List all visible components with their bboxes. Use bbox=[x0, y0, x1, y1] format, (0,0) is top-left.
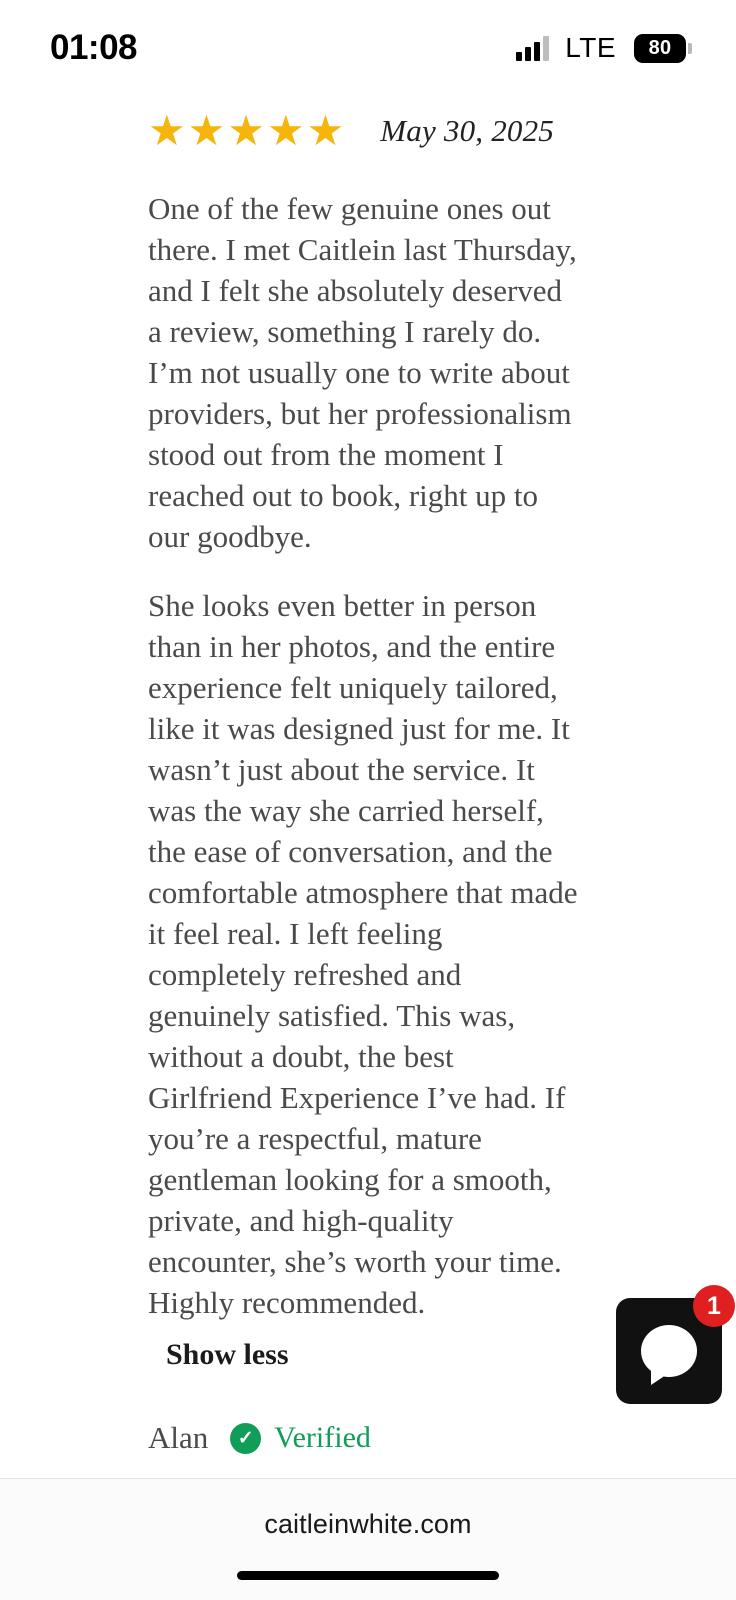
review-paragraph: She looks even better in person than in her photos, and the entire experience felt uniquely tailored, like it was designed just for me. It wasn’t just about the service. It was the way she carried herself, the ease of conversation, and the comfortable atmosphere that made it feel real. I left feeling completely refreshed and genuinely satisfied. This was, without a doubt, the best Girlfriend Experience I’ve had. If you’re a respectful, mature gentleman looking for a smooth, private, and high-quality encounter, she’s worth your time. Highly recommended. bbox=[148, 588, 578, 1320]
status-time: 01:08 bbox=[50, 28, 138, 67]
review-card bbox=[0, 96, 736, 1456]
show-less-button[interactable]: Show less bbox=[166, 1338, 289, 1371]
chat-bubble-icon bbox=[641, 1325, 697, 1377]
battery-level-label: 80 bbox=[634, 34, 686, 63]
check-circle-icon: ✓ bbox=[230, 1423, 261, 1454]
verified-label: Verified bbox=[274, 1421, 371, 1454]
network-type-label: LTE bbox=[565, 32, 616, 63]
status-bar bbox=[0, 0, 736, 96]
review-paragraph: One of the few genuine ones out there. I met Caitlein last Thursday, and I felt she absolutely deserved a review, something I rarely do. I’m not usually one to write about providers, but her professionalism stood out from the moment I reached out to book, right up to our goodbye. bbox=[148, 191, 577, 554]
status-badge bbox=[230, 1421, 371, 1455]
signal-bars-icon bbox=[516, 35, 549, 61]
home-indicator bbox=[237, 1571, 499, 1580]
review-date: May 30, 2025 bbox=[380, 113, 554, 148]
star-rating-icon: ★★★★★ bbox=[148, 107, 347, 154]
unread-count-badge: 1 bbox=[693, 1285, 735, 1327]
reviewer-name: Alan bbox=[148, 1420, 209, 1455]
address-bar-url[interactable]: caitleinwhite.com bbox=[264, 1509, 472, 1539]
review-text bbox=[148, 188, 578, 1323]
status-indicators bbox=[516, 32, 692, 64]
battery-icon bbox=[634, 34, 692, 63]
browser-bottom-bar bbox=[0, 1478, 736, 1600]
reviewer-row bbox=[148, 1420, 692, 1456]
battery-cap bbox=[688, 43, 692, 54]
review-header bbox=[148, 100, 692, 162]
chat-widget-button[interactable] bbox=[616, 1291, 722, 1404]
